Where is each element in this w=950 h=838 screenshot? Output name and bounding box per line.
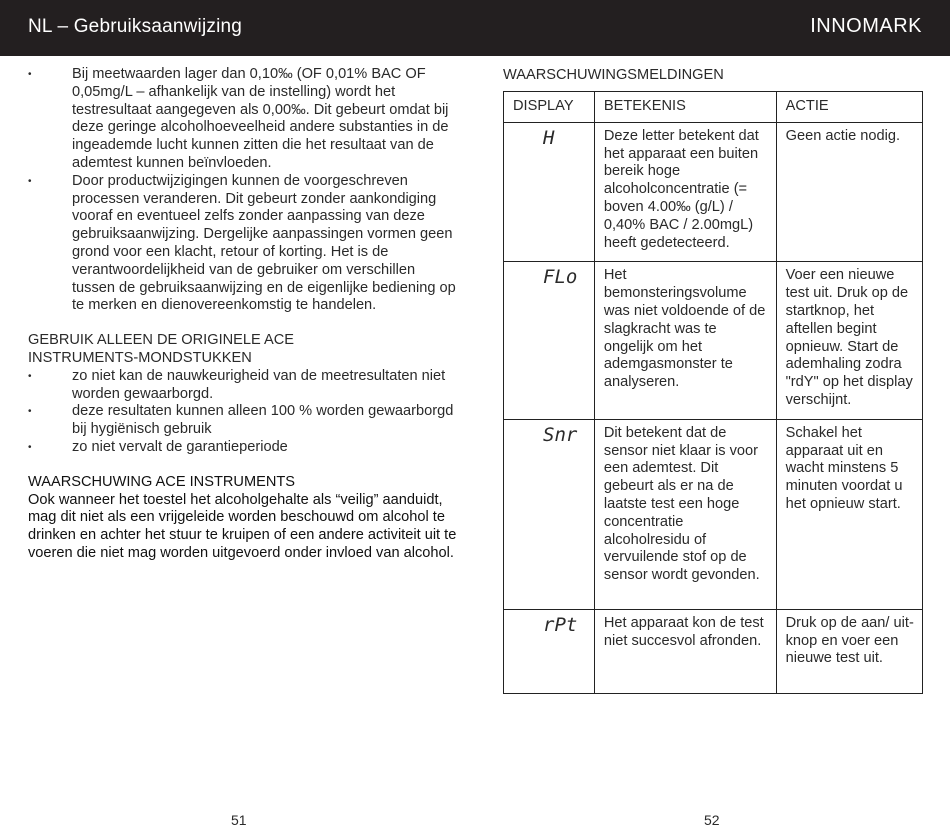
meaning-cell: Deze letter betekent dat het apparaat een buiten bereik hoge alcoholconcentratie (= boven 4.00‰ (g/L) / 0,40% BAC / 2.00mgL) heeft gedetecteerd. [594,122,776,262]
section-heading-line: GEBRUIK ALLEEN DE ORIGINELE ACE [28,332,295,349]
left-column [28,66,458,563]
meaning-cell: Het bemonsteringsvolume was niet voldoende of de slagkracht was te ongelijk om het ademgasmonster te analyseren. [594,262,776,419]
table-row [504,419,923,609]
header-title: NL – Gebruiksaanwijzing [28,16,243,37]
mouthpiece-list [28,368,458,457]
display-cell [504,419,595,609]
display-code: Snr [543,423,578,446]
display-code: rPt [543,613,578,636]
table-row [504,609,923,693]
list-item: • zo niet vervalt de garantieperiode [28,439,458,457]
action-cell: Geen actie nodig. [776,122,922,262]
warning-text: Ook wanneer het toestel het alcoholgehalte als “veilig” aanduidt, mag dit niet als een vrijgeleide worden beschouwd om alcohol te drinken en achter het stuur te kruipen of een andere activiteit uit te voeren die niet mag worden uitgevoerd onder invloed van alcohol. [28,491,457,561]
section-heading-line: INSTRUMENTS-MONDSTUKKEN [28,349,252,366]
display-cell [504,122,595,262]
page-number-left: 51 [231,812,247,828]
notes-list [28,66,458,315]
display-cell [504,262,595,419]
list-item: • Bij meetwaarden lager dan 0,10‰ (OF 0,01% BAC OF 0,05mg/L – afhankelijk van de instelling) wordt het testresultaat aangegeven als 0,00‰. Dit gebeurt omdat bij deze geringe alcoholhoeveelheid andere substanties in de ingeademde lucht kunnen zitten die het resultaat van de ademtest kunnen beïnvloeden. [28,66,458,173]
meaning-cell: Het apparaat kon de test niet succesvol afronden. [594,609,776,693]
action-cell: Voer een nieuwe test uit. Druk op de startknop, het aftellen begint opnieuw. Start de ademhaling zodra "rdY" op het display verschijnt. [776,262,922,419]
warning-heading: WAARSCHUWING ACE INSTRUMENTS [28,473,296,490]
list-item: • deze resultaten kunnen alleen 100 % worden gewaarborgd bij hygiënisch gebruik [28,403,458,439]
list-item: • zo niet kan de nauwkeurigheid van de meetresultaten niet worden gewaarborgd. [28,368,458,404]
action-cell: Druk op de aan/ uit-knop en voer een nieuwe test uit. [776,609,922,693]
warning-block [28,474,458,563]
mouthpiece-heading [28,332,458,368]
display-code: FLo [543,266,578,289]
meaning-cell: Dit betekent dat de sensor niet klaar is voor een ademtest. Dit gebeurt als er na de laatste test een hoge concentratie alcoholresidu of vervuilende stof op de sensor wordt gevonden. [594,419,776,609]
page-number-right: 52 [704,812,720,828]
brand-name: INNOMARK [810,15,922,37]
table-header-row [504,92,923,123]
display-code: H [543,126,555,149]
display-cell [504,609,595,693]
table-title: WAARSCHUWINGSMELDINGEN [503,67,724,83]
table-row [504,262,923,419]
table-row [504,122,923,262]
action-cell: Schakel het apparaat uit en wacht minstens 5 minuten voordat u het opnieuw start. [776,419,922,609]
column-header-meaning: BETEKENIS [594,92,776,123]
warnings-table [503,91,923,694]
list-item: • Door productwijzigingen kunnen de voorgeschreven processen veranderen. Dit gebeurt zonder aankondiging vooraf en eventueel zelfs zonder aanpassing van deze gebruiksaanwijzing. Dergelijke aanpassingen vormen geen grond voor een klacht, retour of korting. Het is de verantwoordelijkheid van de gebruiker om verschillen tussen de gebruiksaanwijzing en de eigenlijke bediening op te merken en dienovereenkomstig te handelen. [28,173,458,315]
page-header [0,0,950,56]
column-header-action: ACTIE [776,92,922,123]
column-header-display: DISPLAY [504,92,595,123]
right-column [503,66,923,694]
